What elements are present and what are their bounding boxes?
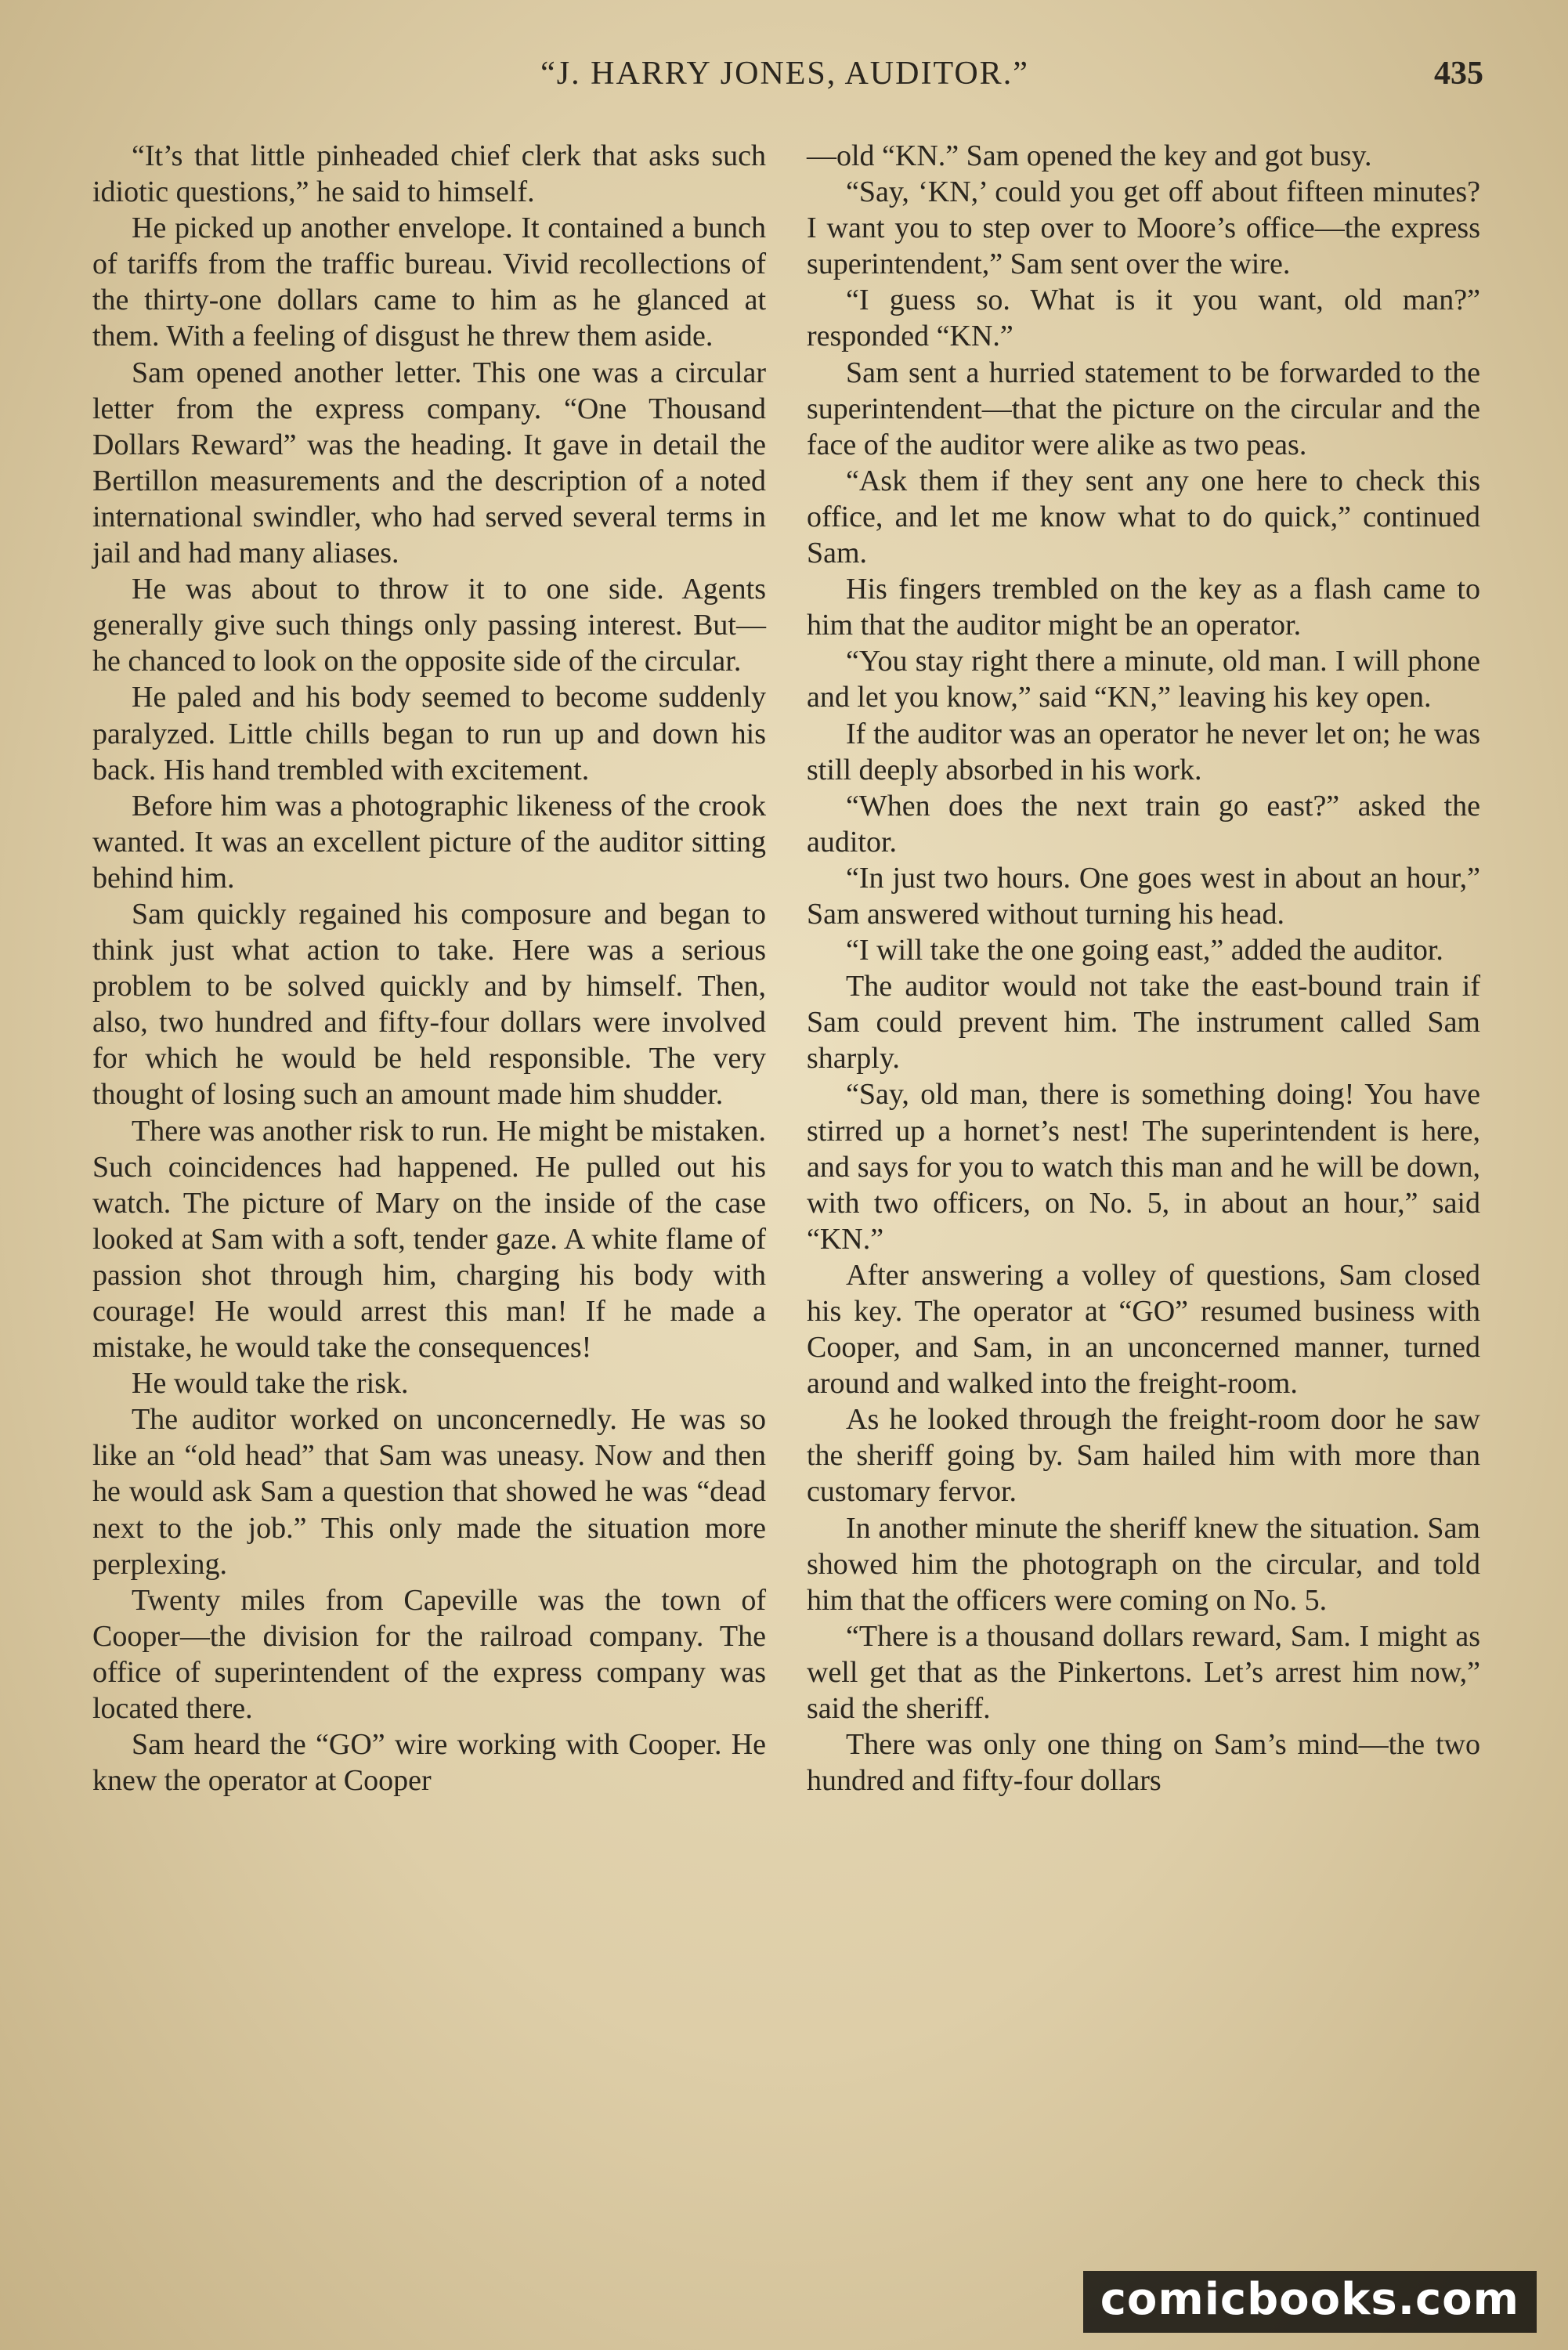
paragraph: Twenty miles from Capeville was the town of Cooper—the division for the railroad company. The office of superintendent of the express company was located there. xyxy=(92,1583,766,1726)
paragraph: Sam quickly regained his composure and began to think just what action to take. Here was a serious problem to be solved quickly and by himself. Then, also, two hundred and fifty-four dollars were involved for which he would be held responsible. The very thought of losing such an amount made him shudder. xyxy=(92,897,766,1112)
paragraph: “When does the next train go east?” asked the auditor. xyxy=(807,789,1480,859)
paragraph: His fingers trembled on the key as a flash came to him that the auditor might be an operator. xyxy=(807,573,1480,642)
paragraph: After answering a volley of questions, Sam closed his key. The operator at “GO” resumed business with Cooper, and Sam, in an unconcerned manner, turned around and walked into the freight-room. xyxy=(807,1258,1480,1401)
paragraph: As he looked through the freight-room door he saw the sheriff going by. Sam hailed him with more than customary fervor. xyxy=(807,1403,1480,1509)
paragraph: Before him was a photographic likeness of the crook wanted. It was an excellent picture of the auditor sitting behind him. xyxy=(92,789,766,895)
page-header xyxy=(86,55,1483,102)
paragraph: “You stay right there a minute, old man. I will phone and let you know,” said “KN,” leaving his key open. xyxy=(807,645,1480,714)
left-column xyxy=(92,138,766,1799)
paragraph-continued: —old “KN.” Sam opened the key and got busy. xyxy=(807,139,1372,172)
watermark-logo: comicbooks.com xyxy=(1083,2271,1537,2333)
paragraph: “In just two hours. One goes west in about an hour,” Sam answered without turning his head. xyxy=(807,861,1480,931)
paragraph: “I will take the one going east,” added the auditor. xyxy=(846,934,1443,967)
right-column xyxy=(807,138,1480,1799)
paragraph: “Say, old man, there is something doing! You have stirred up a hornet’s nest! The superintendent is here, and says for you to watch this man and he will be down, with two officers, on No. 5, in about an hour,” said “KN.” xyxy=(807,1078,1480,1256)
paragraph: Sam sent a hurried statement to be forwarded to the superintendent—that the picture on the circular and the face of the auditor were alike as two peas. xyxy=(807,356,1480,461)
paragraph: The auditor would not take the east-bound train if Sam could prevent him. The instrument called Sam sharply. xyxy=(807,970,1480,1076)
paragraph: “There is a thousand dollars reward, Sam. I might as well get that as the Pinkertons. Let’s arrest him now,” said the sheriff. xyxy=(807,1619,1480,1726)
page-number: 435 xyxy=(1434,56,1483,92)
paragraph: “I guess so. What is it you want, old man?” responded “KN.” xyxy=(807,284,1480,353)
paragraph: In another minute the sheriff knew the situation. Sam showed him the photograph on the circular, and told him that the officers were coming on No. 5. xyxy=(807,1511,1480,1617)
paragraph: There was another risk to run. He might be mistaken. Such coincidences had happened. He pulled out his watch. The picture of Mary on the inside of the case looked at Sam with a soft, tender gaze. A white flame of passion shot through him, charging his body with courage! He would arrest this man! If he made a mistake, he would take the consequences! xyxy=(92,1114,766,1365)
paragraph: He would take the risk. xyxy=(132,1367,409,1401)
text-columns xyxy=(92,138,1480,2237)
paragraph: The auditor worked on unconcernedly. He was so like an “old head” that Sam was uneasy. Now and then he would ask Sam a question that showed he was “dead next to the job.” This only made the situation more perplexing. xyxy=(92,1403,766,1581)
paragraph: Sam opened another letter. This one was a circular letter from the express company. “One Thousand Dollars Reward” was the heading. It gave in detail the Bertillon measurements and the description of a noted international swindler, who had served several terms in jail and had many aliases. xyxy=(92,356,766,570)
paragraph: Sam heard the “GO” wire working with Cooper. He knew the operator at Cooper xyxy=(92,1728,766,1798)
paragraph: “Say, ‘KN,’ could you get off about fifteen minutes? I want you to step over to Moore’s office—the express superintendent,” Sam sent over the wire. xyxy=(807,175,1480,281)
paragraph: He picked up another envelope. It contained a bunch of tariffs from the traffic bureau. Vivid recollections of the thirty-one dollars came to him as he glanced at them. With a feeling of disgust he threw them aside. xyxy=(92,212,766,353)
paragraph: “Ask them if they sent any one here to check this office, and let me know what to do quick,” continued Sam. xyxy=(807,464,1480,570)
paragraph: “It’s that little pinheaded chief clerk that asks such idiotic questions,” he said to himself. xyxy=(92,139,766,209)
paragraph: There was only one thing on Sam’s mind—the two hundred and fifty-four dollars xyxy=(807,1728,1480,1798)
paragraph: He paled and his body seemed to become suddenly paralyzed. Little chills began to run up and down his back. His hand trembled with excitement. xyxy=(92,681,766,786)
paragraph: If the auditor was an operator he never let on; he was still deeply absorbed in his work. xyxy=(807,717,1480,786)
paragraph: He was about to throw it to one side. Agents generally give such things only passing interest. But—he chanced to look on the opposite side of the circular. xyxy=(92,573,766,678)
running-title: “J. HARRY JONES, AUDITOR.” xyxy=(540,56,1029,92)
